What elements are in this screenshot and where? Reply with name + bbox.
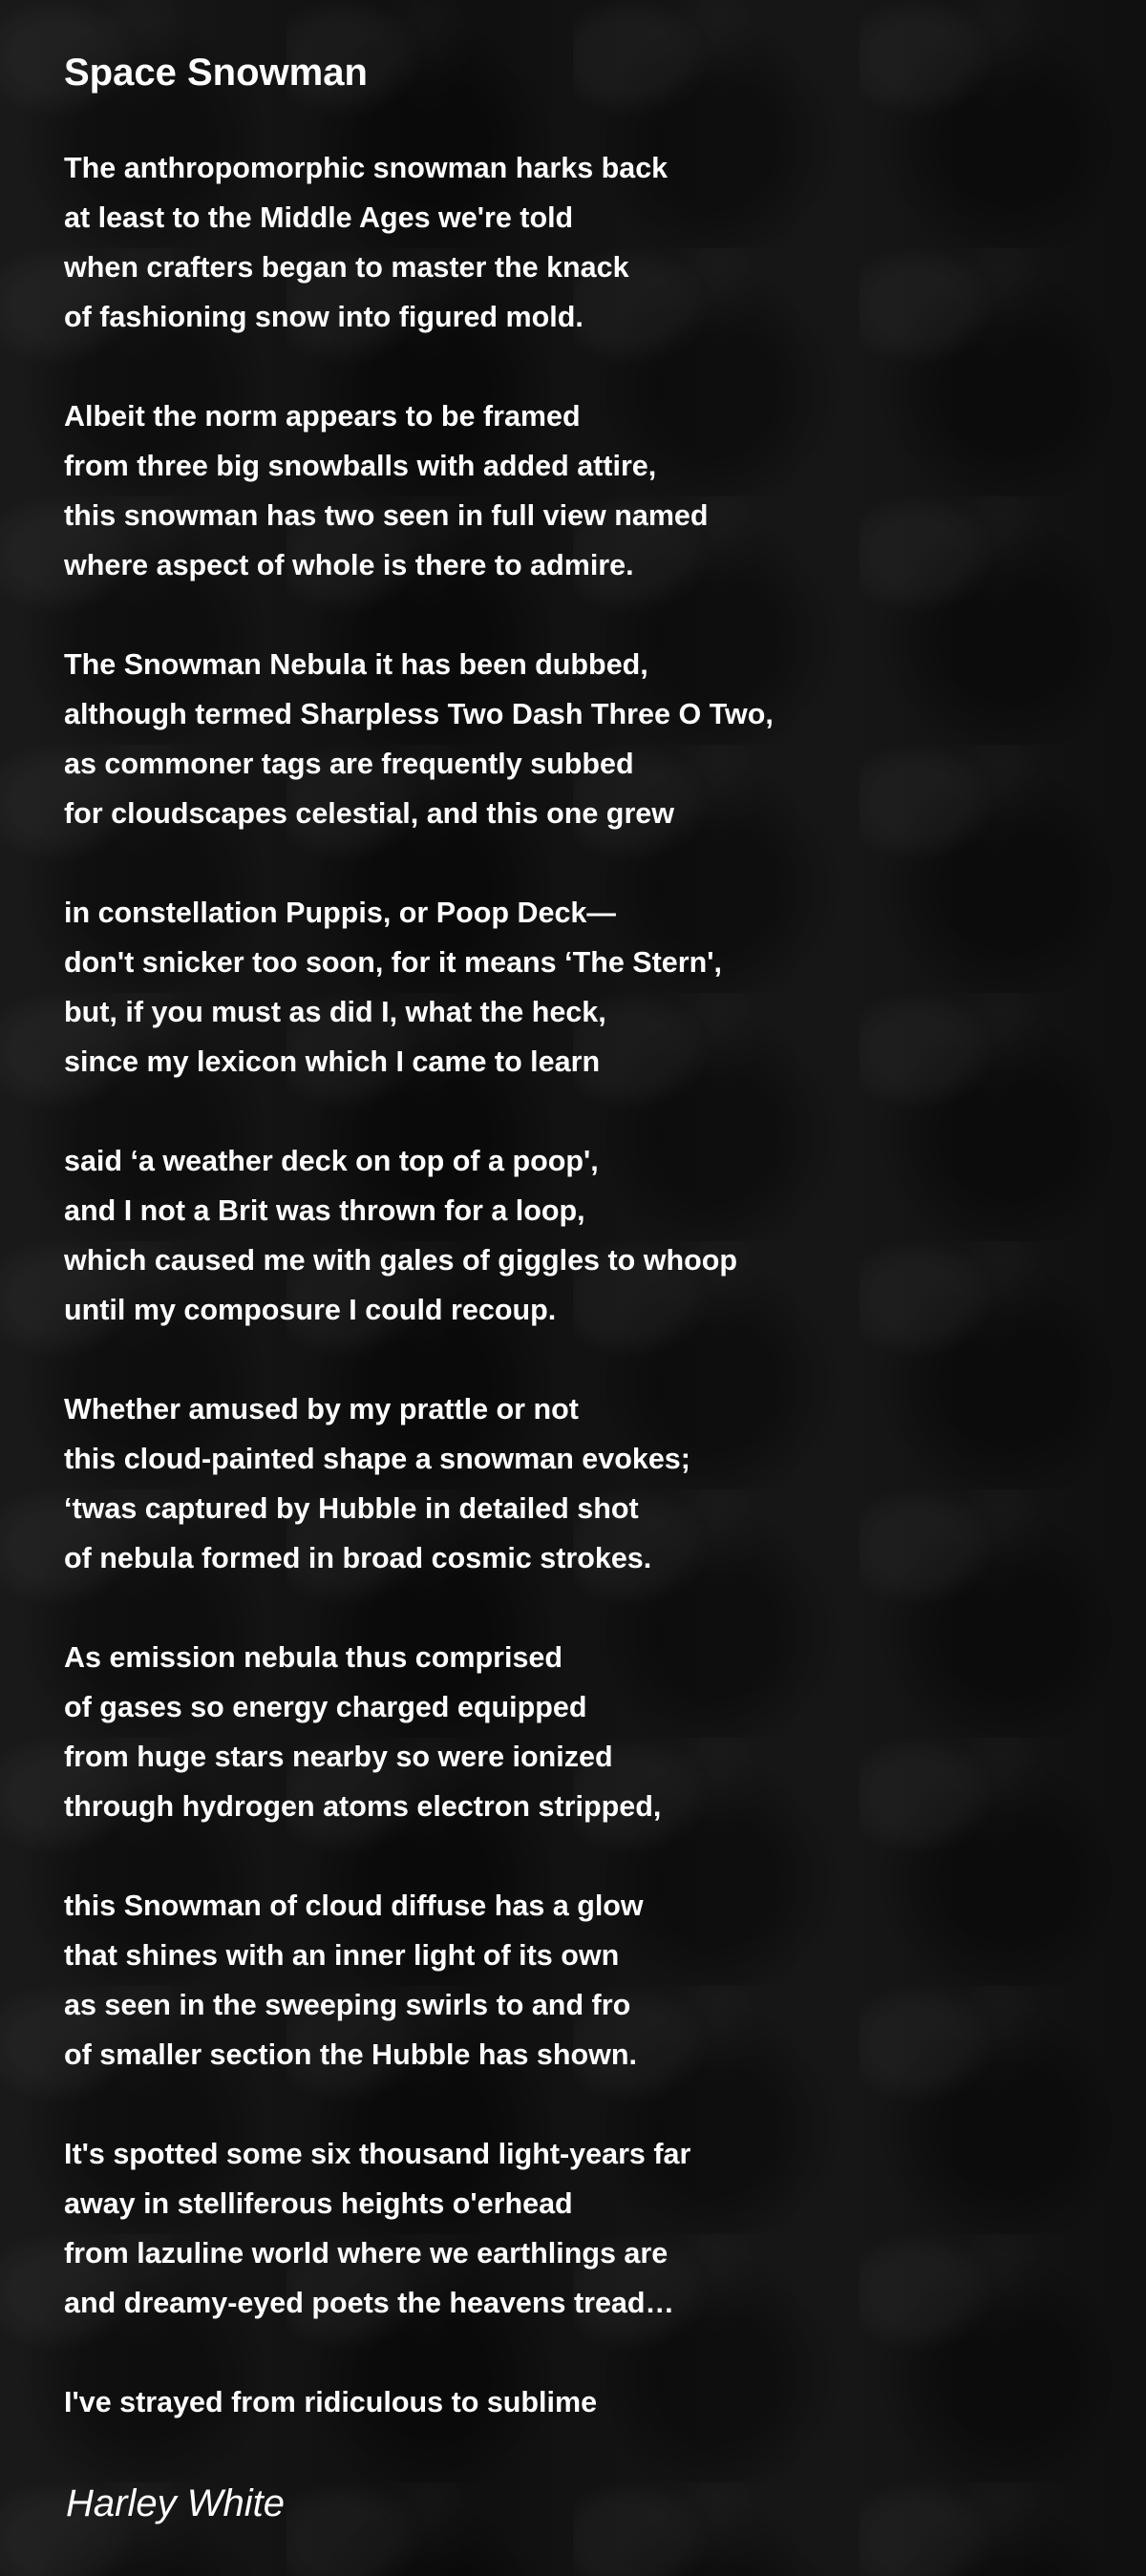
poem-line: don't snicker too soon, for it means ‘The Stern', — [64, 946, 722, 979]
poem-line: in constellation Puppis, or Poop Deck— — [64, 897, 616, 929]
poem-stanza — [64, 2129, 1114, 2328]
poem-stanza — [64, 2377, 1114, 2427]
poem-line: for cloudscapes celestial, and this one grew — [64, 797, 674, 830]
poem-stanza — [64, 1384, 1114, 1583]
poem-line: ‘twas captured by Hubble in detailed shot — [64, 1492, 639, 1525]
poem-line: and dreamy-eyed poets the heavens tread… — [64, 2287, 675, 2319]
poem-line: that shines with an inner light of its own — [64, 1939, 620, 1972]
poem-title: Space Snowman — [64, 52, 368, 94]
poem-line: since my lexicon which I came to learn — [64, 1045, 601, 1078]
poem-line: of gases so energy charged equipped — [64, 1691, 587, 1723]
poem-body — [64, 143, 1114, 2477]
poem-line: which caused me with gales of giggles to whoop — [64, 1244, 737, 1277]
poem-author: Harley White — [66, 2482, 285, 2524]
poem-stanza — [64, 1633, 1114, 1831]
poem-line: although termed Sharpless Two Dash Three O Two, — [64, 698, 774, 730]
poem-stanza — [64, 1136, 1114, 1335]
poem-line: The Snowman Nebula it has been dubbed, — [64, 648, 648, 681]
poem-line: of nebula formed in broad cosmic strokes. — [64, 1542, 652, 1574]
poem-stanza — [64, 143, 1114, 342]
poem-stanza — [64, 640, 1114, 838]
poem-line: I've strayed from ridiculous to sublime — [64, 2386, 598, 2418]
poem-line: from huge stars nearby so were ionized — [64, 1741, 613, 1773]
poem-line: when crafters began to master the knack — [64, 251, 629, 284]
poem-line: as seen in the sweeping swirls to and fro — [64, 1989, 631, 2021]
poem-line: Whether amused by my prattle or not — [64, 1393, 579, 1425]
poem-line: at least to the Middle Ages we're told — [64, 201, 574, 234]
poem-line: Albeit the norm appears to be framed — [64, 400, 581, 433]
poem-line: of smaller section the Hubble has shown. — [64, 2038, 637, 2071]
poem-line: until my composure I could recoup. — [64, 1294, 557, 1326]
poem-line: of fashioning snow into figured mold. — [64, 301, 584, 333]
poem-line: from lazuline world where we earthlings are — [64, 2237, 668, 2270]
poem-line: but, if you must as did I, what the heck, — [64, 996, 606, 1028]
poem-line: as commoner tags are frequently subbed — [64, 748, 634, 780]
poem-line: It's spotted some six thousand light-years far — [64, 2138, 691, 2170]
poem-line: where aspect of whole is there to admire. — [64, 549, 634, 581]
poem-stanza — [64, 888, 1114, 1087]
poem-stanza — [64, 1881, 1114, 2080]
poem-line: this snowman has two seen in full view named — [64, 499, 709, 532]
poem-stanza — [64, 391, 1114, 590]
poem-line: through hydrogen atoms electron stripped, — [64, 1790, 662, 1823]
poem-line: and I not a Brit was thrown for a loop, — [64, 1194, 585, 1227]
poem-line: this Snowman of cloud diffuse has a glow — [64, 1890, 644, 1922]
poem-line: away in stelliferous heights o'erhead — [64, 2187, 573, 2220]
poem-line: said ‘a weather deck on top of a poop', — [64, 1145, 599, 1177]
poem-line: this cloud-painted shape a snowman evokes; — [64, 1443, 690, 1475]
poem-line: The anthropomorphic snowman harks back — [64, 152, 668, 184]
poem-line: from three big snowballs with added attire, — [64, 450, 657, 482]
poem-line: As emission nebula thus comprised — [64, 1641, 563, 1674]
